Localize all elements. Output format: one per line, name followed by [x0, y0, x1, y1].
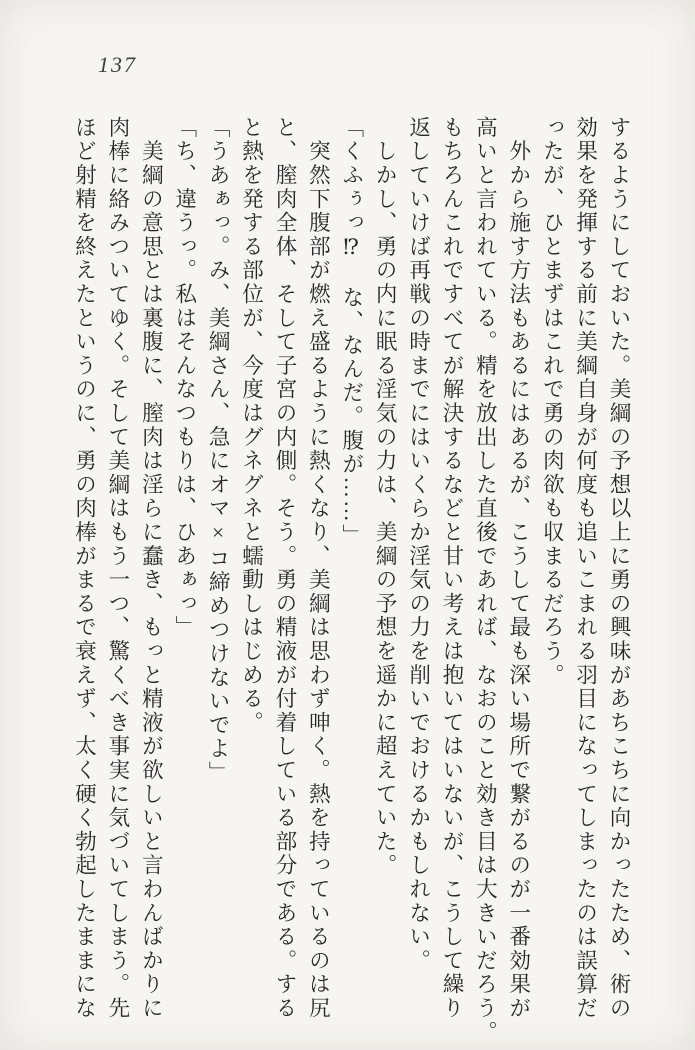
page-number: 137	[98, 52, 137, 77]
text-column: もちろんこれですべてが解決するなどと甘い考えは抱いてはいないが、こうして繰り	[439, 116, 464, 1021]
text-column: 「ち、違うっ。私はそんなつもりは、ひあぁっ」	[172, 116, 197, 640]
text-column: 肉棒に絡みついてゆく。そして美綱はもう一つ、驚くべき事実に気づいてしまう。先	[105, 116, 130, 1021]
text-block	[67, 116, 635, 1045]
text-column: 効果を発揮する前に美綱自身が何度も追いこまれる羽目になってしまったのは誤算だ	[573, 116, 598, 1021]
text-column: 外から施す方法もあるにはあるが、こうして最も深い場所で繋がるのが一番効果が	[506, 116, 531, 1021]
text-column: しかし、勇の内に眠る淫気の力は、美綱の予想を遥かに超えていた。	[373, 116, 398, 878]
text-column: ったが、ひとまずはこれで勇の肉欲も収まるだろう。	[540, 116, 565, 688]
text-column: 「うあぁっ。み、美綱さん、急にオマ×コ締めつけないでよ」	[206, 116, 231, 785]
text-column: 返していけば再戦の時までにはいくらか淫気の力を削いでおけるかもしれない。	[406, 116, 431, 973]
text-column: と、膣肉全体、そして子宮の内側。そう。勇の精液が付着している部分である。する	[272, 116, 297, 1021]
text-column: ほど射精を終えたというのに、勇の肉棒がまるで衰えず、太く硬く勃起したままにな	[72, 116, 97, 1021]
text-column: 「くふぅっ⁉ な、なんだ。腹が……」	[339, 116, 364, 548]
text-column: と熱を発する部位が、今度はグネグネと蠕動しはじめる。	[239, 116, 264, 735]
text-column: 美綱の意思とは裏腹に、膣肉は淫らに蠢き、もっと精液が欲しいと言わんばかりに	[139, 116, 164, 1021]
text-column: するようにしておいた。美綱の予想以上に勇の興味があちこちに向かったため、術の	[607, 116, 631, 1021]
text-column: 突然下腹部が燃え盛るように熱くなり、美綱は思わず呻く。熱を持っているのは尻	[306, 116, 331, 1021]
text-column: 高いと言われている。精を放出した直後であれば、なおのこと効き目は大きいだろう。	[473, 116, 498, 1045]
